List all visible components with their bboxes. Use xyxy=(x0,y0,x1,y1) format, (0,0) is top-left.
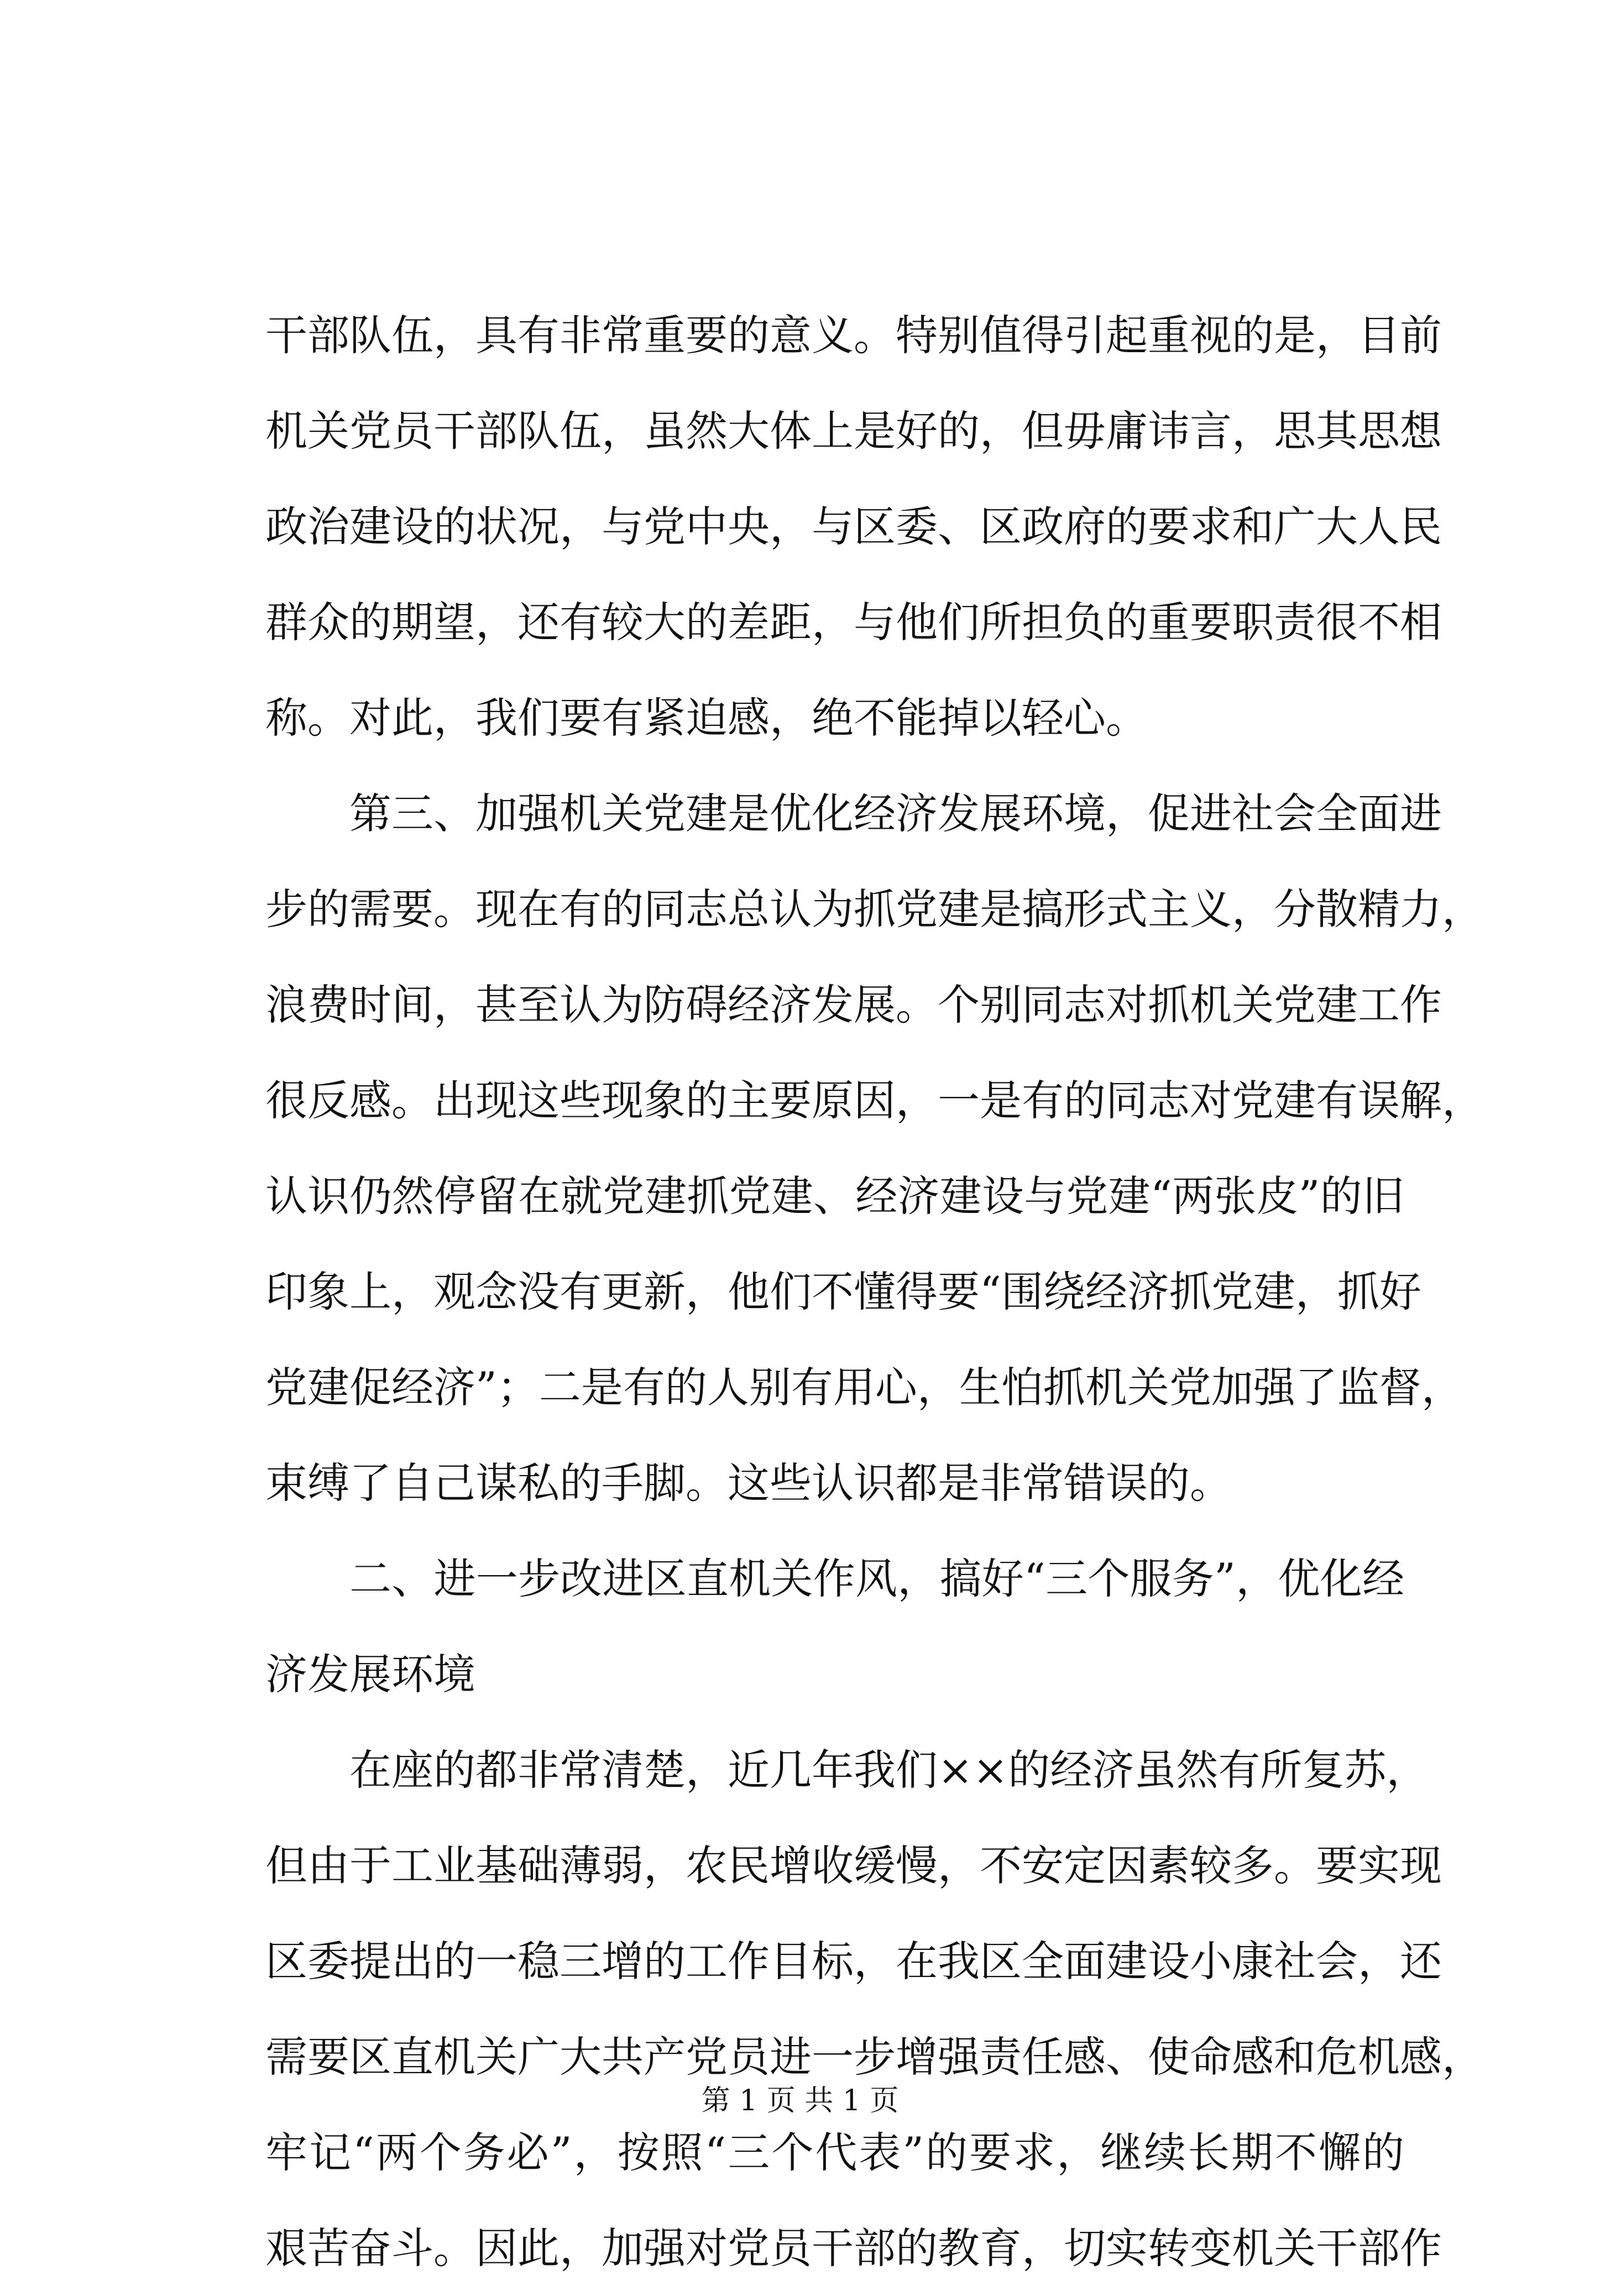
text-line: 需要区直机关广大共产党员进一步增强责任感、使命感和危机感， xyxy=(265,2032,1484,2081)
text-line: 浪费时间，甚至认为防碍经济发展。个别同志对抓机关党建工作 xyxy=(265,980,1442,1029)
text-line: 印象上，观念没有更新，他们不懂得要“围绕经济抓党建，抓好 xyxy=(265,1267,1421,1316)
text-line: 干部队伍，具有非常重要的意义。特别值得引起重视的是，目前 xyxy=(265,311,1442,360)
text-line: 称。对此，我们要有紧迫感，绝不能掉以轻心。 xyxy=(265,693,1148,742)
text-line: 认识仍然停留在就党建抓党建、经济建设与党建“两张皮”的旧 xyxy=(265,1171,1404,1221)
text-line: 很反感。出现这些现象的主要原因，一是有的同志对党建有误解， xyxy=(265,1076,1484,1125)
text-line: 党建促经济”；二是有的人别有用心，生怕抓机关党加强了监督， xyxy=(265,1363,1463,1412)
text-line: 二、进一步改进区直机关作风，搞好“三个服务”，优化经 xyxy=(349,1554,1404,1603)
text-line: 第三、加强机关党建是优化经济发展环境，促进社会全面进 xyxy=(349,789,1442,838)
text-line: 步的需要。现在有的同志总认为抓党建是搞形式主义，分散精力， xyxy=(265,885,1484,934)
text-line: 群众的期望，还有较大的差距，与他们所担负的重要职责很不相 xyxy=(265,598,1442,647)
page-footer: 第 1 页 共 1 页 xyxy=(701,2084,899,2117)
text-line: 牢记“两个务必”，按照“三个代表”的要求，继续长期不懈的 xyxy=(265,2128,1404,2177)
text-line: 在座的都非常清楚，近几年我们××的经济虽然有所复苏， xyxy=(349,1745,1429,1795)
text-line: 束缚了自己谋私的手脚。这些认识都是非常错误的。 xyxy=(265,1458,1232,1508)
text-line: 艰苦奋斗。因此，加强对党员干部的教育，切实转变机关干部作 xyxy=(265,2224,1442,2273)
text-line: 但由于工业基础薄弱，农民增收缓慢，不安定因素较多。要实现 xyxy=(265,1841,1442,1890)
text-line: 机关党员干部队伍，虽然大体上是好的，但毋庸讳言，思其思想 xyxy=(265,406,1442,456)
text-line: 济发展环境 xyxy=(265,1650,475,1699)
text-line: 政治建设的状况，与党中央，与区委、区政府的要求和广大人民 xyxy=(265,502,1442,551)
body-text xyxy=(265,287,1484,2296)
text-line: 区委提出的一稳三增的工作目标，在我区全面建设小康社会，还 xyxy=(265,1937,1442,1986)
